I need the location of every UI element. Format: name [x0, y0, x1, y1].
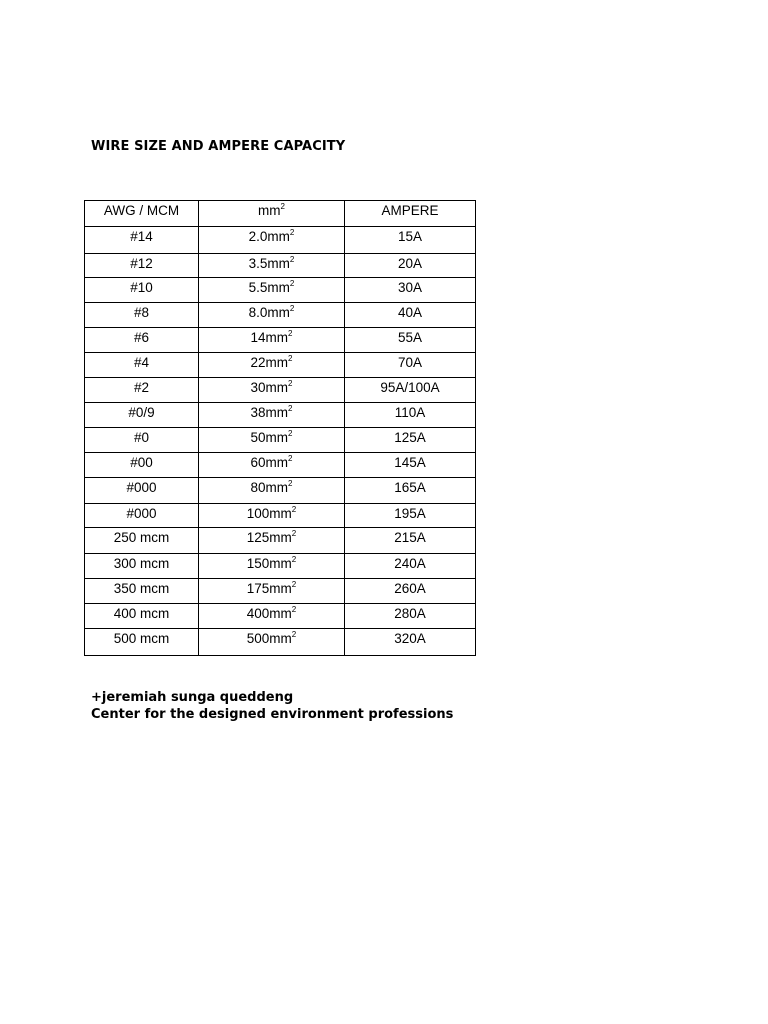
mm-cell: $60mm^2$ [199, 453, 345, 478]
awg-cell: #00 [85, 453, 199, 478]
mm-cell: $500mm^2$ [199, 629, 345, 656]
ampere-cell: 320A [345, 629, 476, 656]
ampere-cell: 195A [345, 504, 476, 528]
mm-cell: $400mm^2$ [199, 604, 345, 629]
mm-cell: $22mm^2$ [199, 353, 345, 378]
mm-cell: $80mm^2$ [199, 478, 345, 504]
ampere-cell: 145A [345, 453, 476, 478]
awg-cell: #2 [85, 378, 199, 403]
footer-author: +jeremiah sunga queddeng [91, 690, 294, 705]
ampere-cell: 280A [345, 604, 476, 629]
ampere-cell: 110A [345, 403, 476, 428]
awg-cell: #000 [85, 504, 199, 528]
table-row [85, 504, 476, 528]
table-row [85, 303, 476, 328]
header-ampere: AMPERE [345, 201, 476, 227]
table-row [85, 629, 476, 656]
awg-cell: #14 [85, 227, 199, 254]
table-header-row [85, 201, 476, 227]
ampere-cell: 30A [345, 278, 476, 303]
awg-cell: #4 [85, 353, 199, 378]
ampere-cell: 240A [345, 554, 476, 579]
awg-cell: 500 mcm [85, 629, 199, 656]
table-row [85, 403, 476, 428]
ampere-cell: 215A [345, 528, 476, 554]
awg-cell: #6 [85, 328, 199, 353]
mm-cell: $14mm^2$ [199, 328, 345, 353]
table-row [85, 353, 476, 378]
table-row [85, 554, 476, 579]
mm-cell: $2.0mm^2$ [199, 227, 345, 254]
mm-cell: $175mm^2$ [199, 579, 345, 604]
awg-cell: 250 mcm [85, 528, 199, 554]
mm-cell: $150mm^2$ [199, 554, 345, 579]
table-row [85, 453, 476, 478]
mm-cell: $8.0mm^2$ [199, 303, 345, 328]
mm-cell: $3.5mm^2$ [199, 254, 345, 278]
header-mm: $mm^2$ [199, 201, 345, 227]
awg-cell: #12 [85, 254, 199, 278]
mm-cell: $38mm^2$ [199, 403, 345, 428]
ampere-cell: 95A/100A [345, 378, 476, 403]
footer-credits [91, 689, 453, 723]
table-row [85, 278, 476, 303]
awg-cell: #0/9 [85, 403, 199, 428]
ampere-cell: 55A [345, 328, 476, 353]
wire-size-table [84, 200, 476, 656]
mm-cell: $125mm^2$ [199, 528, 345, 554]
awg-cell: #10 [85, 278, 199, 303]
table-row [85, 428, 476, 453]
mm-cell: $30mm^2$ [199, 378, 345, 403]
table-row [85, 328, 476, 353]
awg-cell: 300 mcm [85, 554, 199, 579]
ampere-cell: 20A [345, 254, 476, 278]
table-row [85, 579, 476, 604]
ampere-cell: 125A [345, 428, 476, 453]
table-row [85, 378, 476, 403]
mm-cell: $100mm^2$ [199, 504, 345, 528]
mm-cell: $50mm^2$ [199, 428, 345, 453]
table-row [85, 478, 476, 504]
awg-cell: 400 mcm [85, 604, 199, 629]
awg-cell: #8 [85, 303, 199, 328]
footer-organization: Center for the designed environment professions [91, 707, 454, 722]
table-row [85, 528, 476, 554]
header-awg: AWG / MCM [85, 201, 199, 227]
awg-cell: #0 [85, 428, 199, 453]
ampere-cell: 260A [345, 579, 476, 604]
ampere-cell: 15A [345, 227, 476, 254]
table-row [85, 227, 476, 254]
mm-cell: $5.5mm^2$ [199, 278, 345, 303]
awg-cell: #000 [85, 478, 199, 504]
ampere-cell: 165A [345, 478, 476, 504]
document-title: WIRE SIZE AND AMPERE CAPACITY [91, 139, 346, 154]
table-row [85, 604, 476, 629]
ampere-cell: 40A [345, 303, 476, 328]
ampere-cell: 70A [345, 353, 476, 378]
table-row [85, 254, 476, 278]
awg-cell: 350 mcm [85, 579, 199, 604]
